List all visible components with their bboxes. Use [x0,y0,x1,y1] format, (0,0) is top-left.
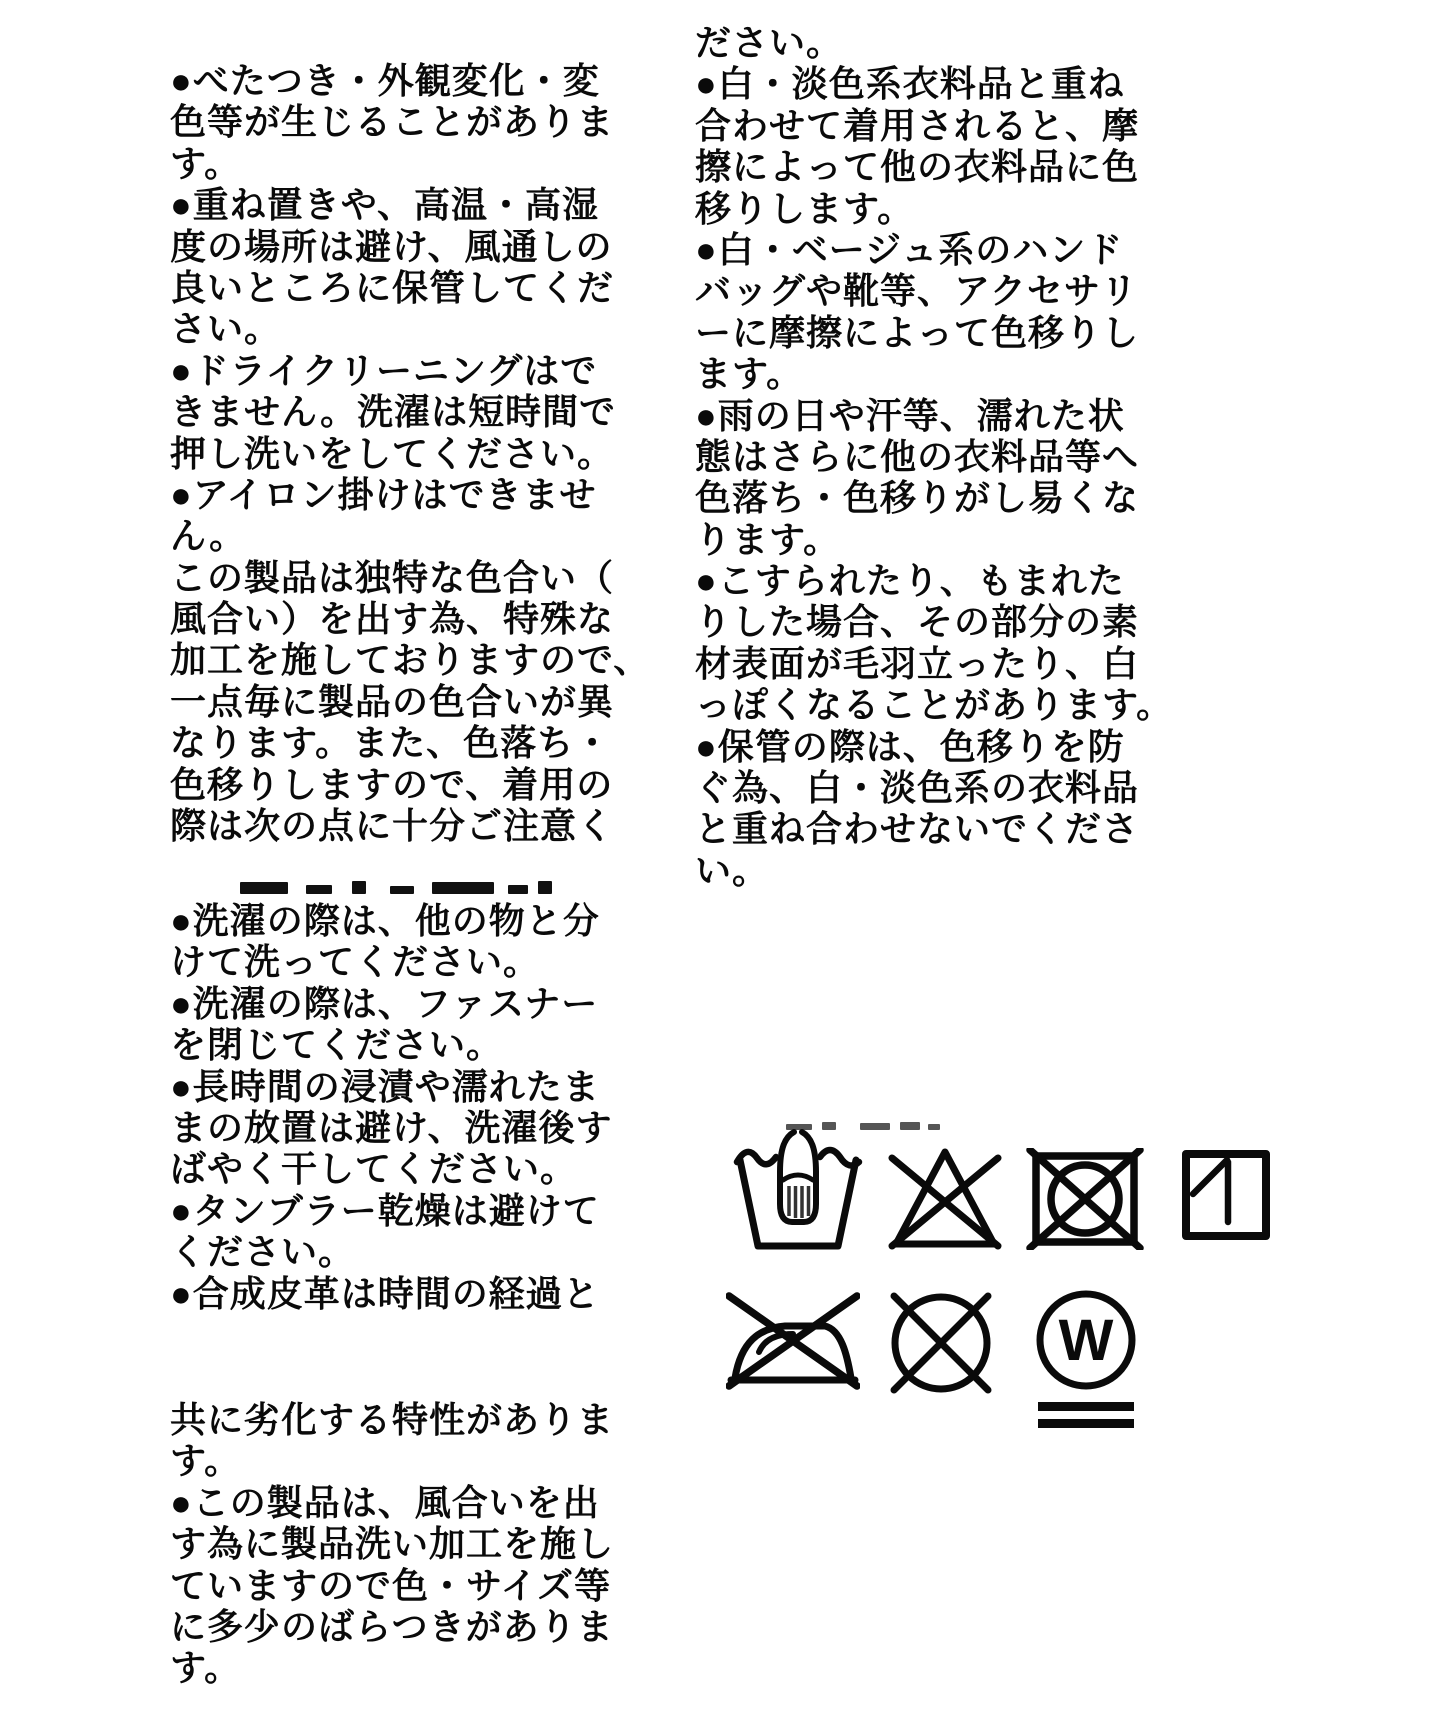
text-line: 材表面が毛羽立ったり、白 [695,642,1140,684]
text-line: けて洗ってください。 [170,941,541,983]
text-line: 態はさらに他の衣料品等へ [695,435,1140,477]
text-line: ●白・ベージュ系のハンド [695,228,1124,270]
text-line: ●洗濯の際は、他の物と分 [170,900,600,941]
left-column-block-3 [170,1399,614,1689]
clipped-stroke [900,1122,920,1130]
text-line: ください。 [170,1231,356,1273]
text-line: 色移りしますので、着用の [170,763,614,805]
do-not-dry-clean-icon [880,1288,1002,1398]
text-line: 風合い）を出す為、特殊な [170,598,615,640]
text-line: 移りします。 [695,187,915,229]
left-column-block-1 [170,60,650,846]
text-line: す。 [170,1440,242,1482]
text-line: ●アイロン掛けはできませ [170,473,597,515]
clipped-stroke [538,881,552,894]
text-line: ーに摩擦によって色移りし [695,311,1140,353]
text-line: 良いところに保管してくだ [170,266,615,308]
gentle-wet-clean-icon [1030,1288,1142,1434]
wet-clean-letter: W [1058,1308,1114,1373]
do-not-iron-icon [726,1290,860,1390]
text-line: ●タンブラー乾燥は避けて [170,1189,600,1231]
text-line: 際は次の点に十分ご注意く [170,805,615,847]
text-line: い。 [695,849,770,891]
do-not-tumble-dry-icon [1026,1148,1144,1250]
text-line: と重ね合わせないでくださ [695,808,1140,850]
text-line: ります。 [695,518,841,560]
text-line: ●ドライクリーニングはで [170,349,598,391]
left-column-block-2 [170,900,613,1314]
text-line: 合わせて着用されると、摩 [695,104,1140,146]
text-line: 加工を施しておりますので、 [170,639,651,681]
text-line: ん。 [170,515,247,557]
text-line: バッグや靴等、アクセサリ [695,270,1138,312]
clipped-stroke [508,885,528,894]
text-line: 共に劣化する特性がありま [170,1399,615,1440]
text-line: ●洗濯の際は、ファスナー [170,982,599,1024]
text-line: ●この製品は、風合いを出 [170,1481,600,1523]
text-line: 度の場所は避け、風通しの [170,225,613,267]
clipped-stroke [306,885,332,894]
text-line: す為に製品洗い加工を施し [170,1523,615,1565]
text-line: ●べたつき・外観変化・変 [170,60,600,101]
text-line: ●雨の日や汗等、濡れた状 [695,394,1125,436]
text-line: きません。洗濯は短時間で [170,391,617,433]
text-line: す。 [170,1647,242,1689]
text-line: ぐ為、白・淡色系の衣料品 [695,767,1140,809]
text-line: に多少のばらつきがありま [170,1605,614,1647]
text-line: 色落ち・色移りがし易くな [695,477,1140,519]
text-line: ます。 [695,353,804,395]
text-line: まの放置は避け、洗濯後す [170,1106,613,1148]
underline-bar [1038,1419,1134,1428]
text-line: さい。 [170,308,282,350]
line-dry-in-shade-icon [1180,1148,1272,1242]
text-line: 擦によって他の衣料品に色 [695,146,1140,188]
clipped-stroke [432,882,494,894]
right-column-block [695,22,1173,891]
clipped-text-artifact [240,877,552,894]
clipped-stroke [240,882,288,894]
text-line: ださい。 [695,22,844,63]
text-line: ばやく干してください。 [170,1148,578,1190]
text-line: っぽくなることがあります。 [695,684,1174,726]
text-line: す。 [170,142,242,184]
clipped-stroke [352,881,366,894]
text-line: ●こすられたり、もまれた [695,560,1125,602]
text-line: ●保管の際は、色移りを防 [695,725,1125,767]
clipped-stroke [928,1124,940,1130]
text-line: ●重ね置きや、高温・高湿 [170,184,600,226]
text-line: なります。また、色落ち・ [170,722,612,764]
do-not-bleach-icon [884,1144,1006,1250]
text-line: この製品は独特な色合い（ [170,556,615,598]
text-line: ●白・淡色系衣料品と重ね [695,63,1125,105]
clipped-stroke [390,886,414,894]
text-line: 色等が生じることがありま [170,101,615,143]
text-line: 押し洗いをしてください。 [170,432,615,474]
text-line: りした場合、その部分の素 [695,601,1140,643]
text-line: ●長時間の浸漬や濡れたま [170,1065,600,1107]
hand-wash-icon [728,1126,868,1252]
text-line: ●合成皮革は時間の経過と [170,1272,600,1314]
text-line: を閉じてください。 [170,1024,504,1066]
text-line: ていますので色・サイズ等 [170,1564,612,1606]
underline-bar [1038,1402,1134,1411]
text-line: 一点毎に製品の色合いが異 [170,680,615,722]
